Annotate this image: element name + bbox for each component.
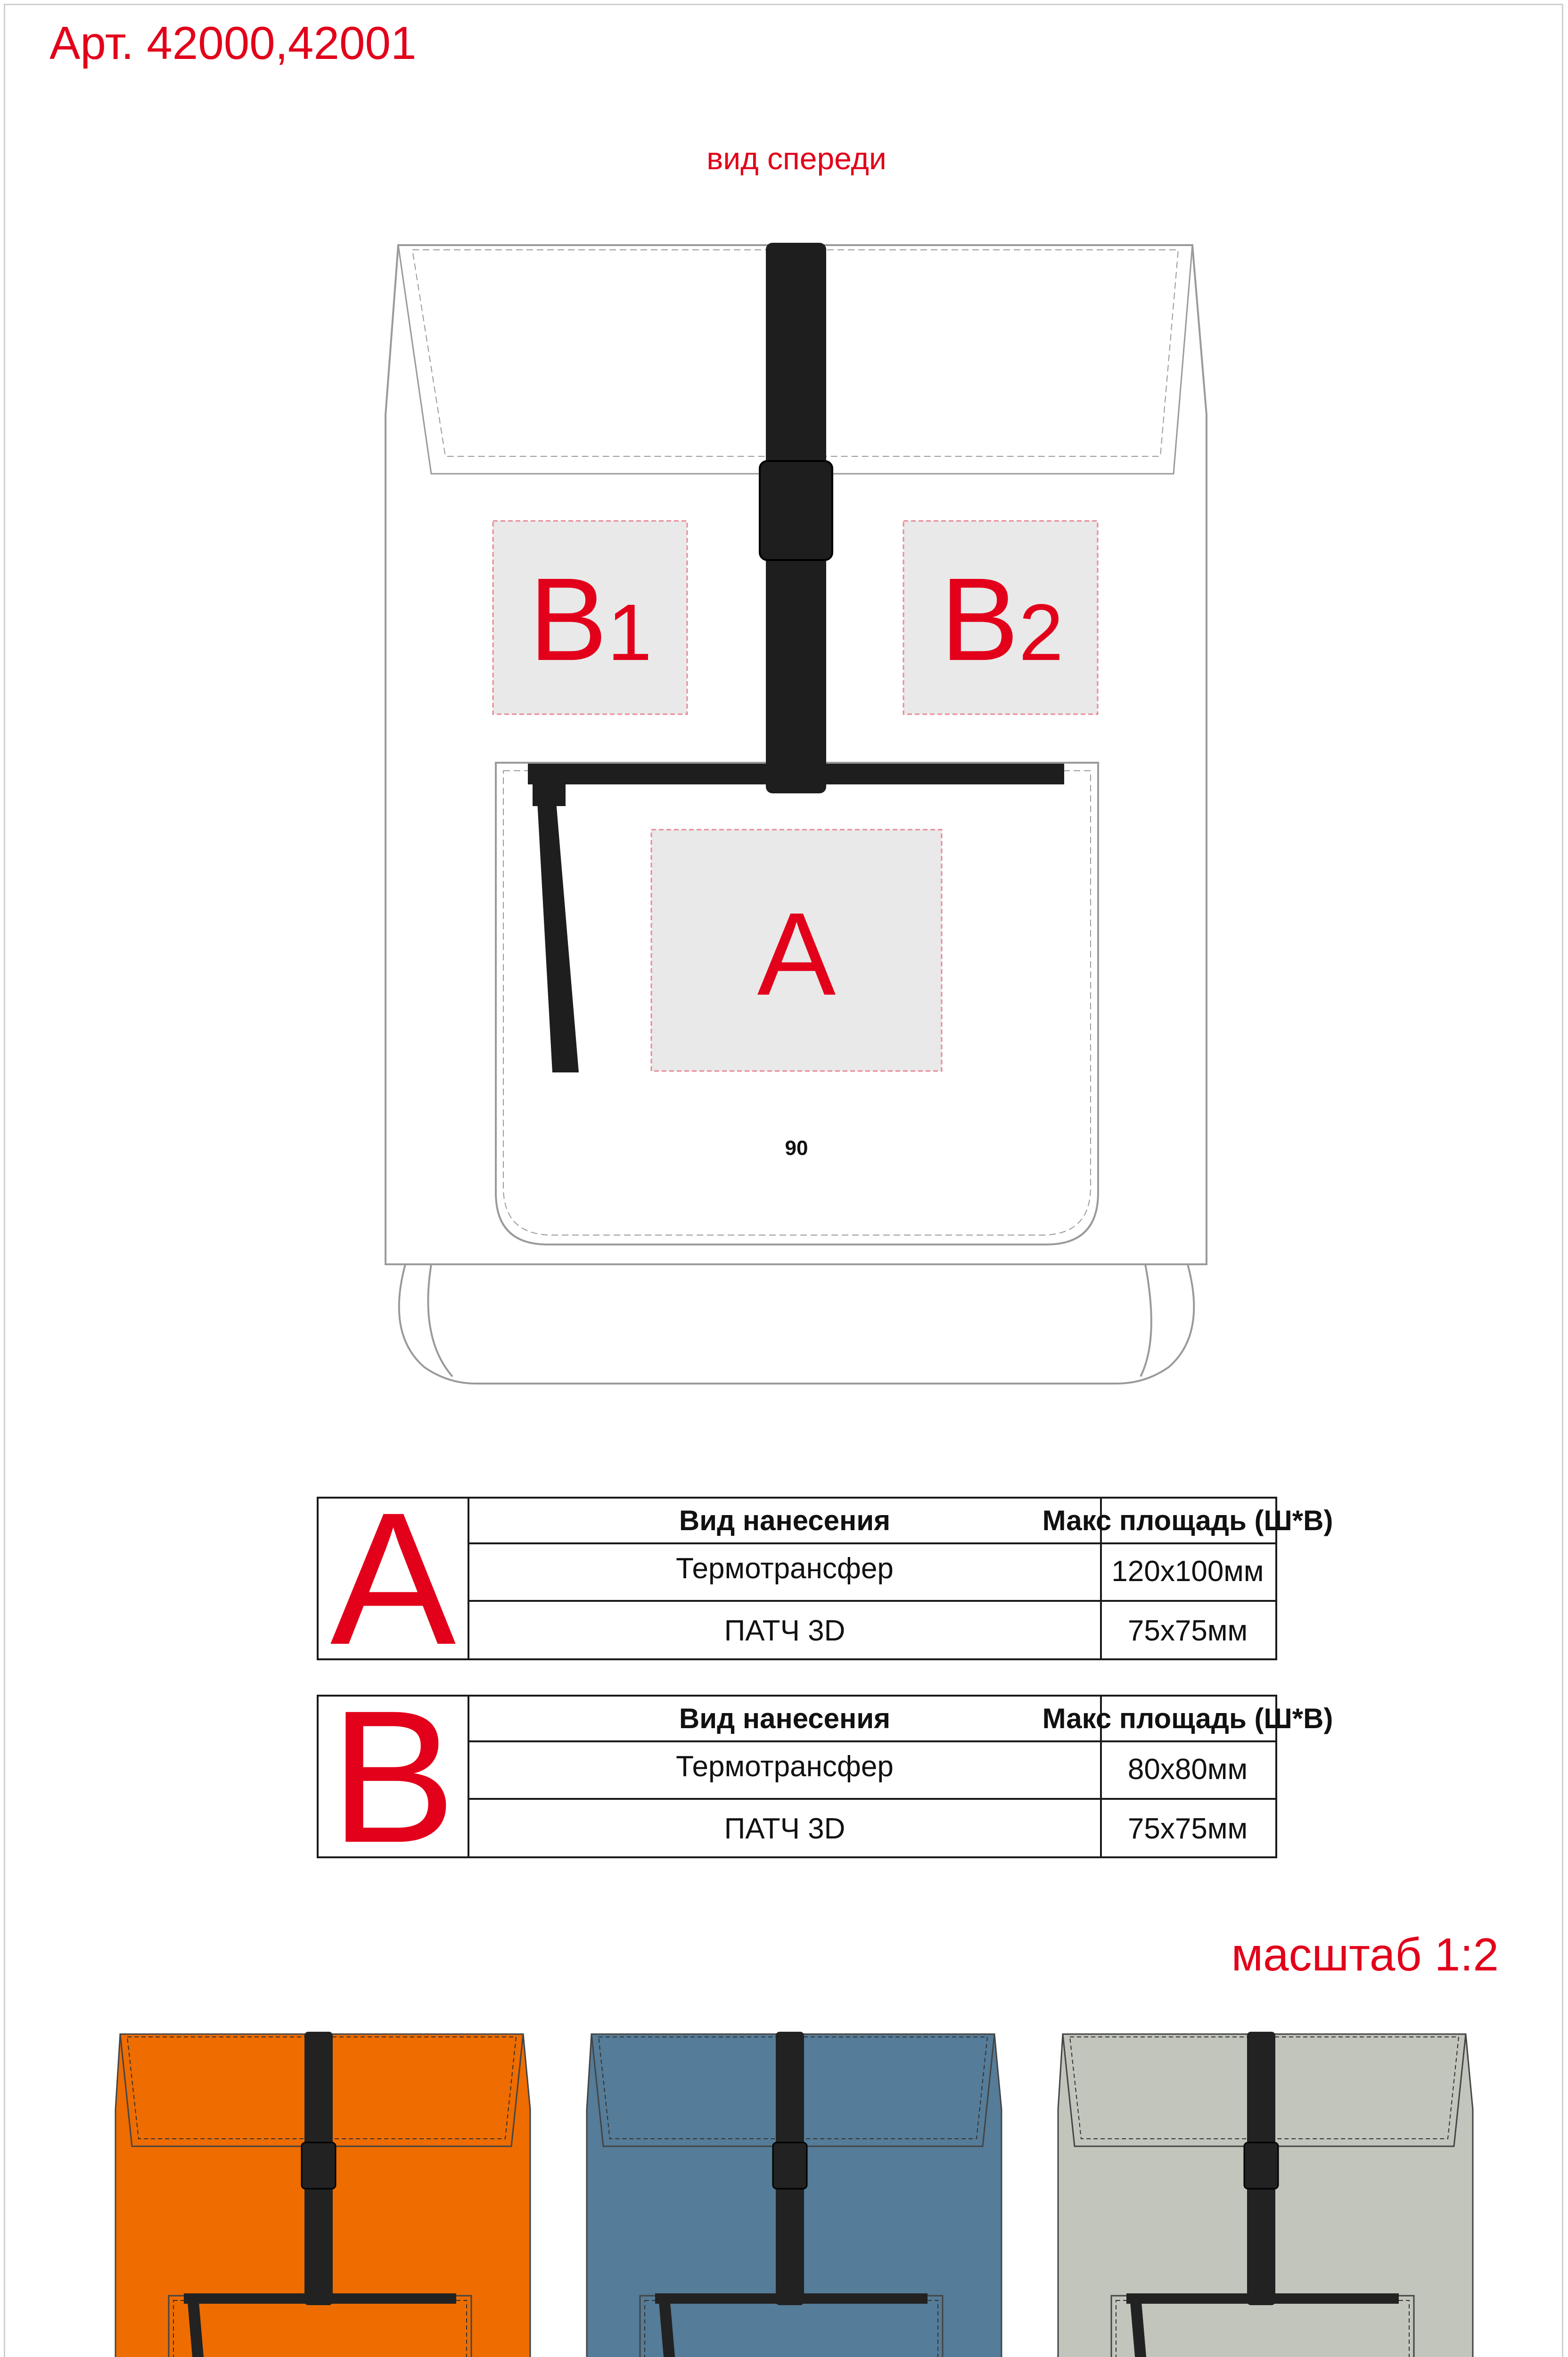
left-shoulder-strap [428,1264,452,1376]
spec-a-row1-area: 120х100мм [1111,1555,1264,1588]
zone-b2-letter: B2 [940,553,1064,685]
zone-a-letter: A [757,888,836,1020]
spec-b-header-method: Вид нанесения [679,1703,891,1734]
variant-horizontal-strap [655,2293,928,2304]
variant-buckle [773,2143,807,2189]
variant-horizontal-strap [1126,2293,1399,2304]
variant-horizontal-strap [184,2293,456,2304]
strap-buckle [760,461,832,560]
spec-table-a-letter: A [319,1499,469,1658]
zone-b1-letter: B1 [529,553,652,685]
view-label: вид спереди [706,141,887,176]
bottom-outline [399,1264,1194,1384]
variant-buckle [302,2143,336,2189]
spec-table-a [317,1473,1333,1684]
spec-table-b-letter: B [319,1697,469,1856]
spec-a-row2-method: ПАТЧ 3D [724,1614,846,1647]
spec-b-row2-area: 75х75мм [1127,1812,1248,1845]
spec-table-b [317,1671,1333,1882]
color-variant-3 [1056,2029,1475,2357]
right-shoulder-strap [1141,1264,1151,1376]
spec-b-row1-method: Термотрансфер [676,1750,894,1783]
variant-buckle [1244,2143,1278,2189]
scale-label: масштаб 1:2 [1231,1928,1499,1980]
article-title: Арт. 42000,42001 [49,17,417,69]
spec-a-header-area: Макс площадь (Ш*В) [1042,1505,1333,1536]
horizontal-strap [528,764,1064,784]
brand-mark: 90 [785,1137,808,1160]
spec-b-row2-method: ПАТЧ 3D [724,1812,846,1845]
spec-b-row1-area: 80х80мм [1127,1753,1248,1786]
spec-b-header-area: Макс площадь (Ш*В) [1042,1703,1333,1734]
color-variant-1 [113,2029,533,2357]
spec-a-row1-method: Термотрансфер [676,1552,894,1585]
spec-a-header-method: Вид нанесения [679,1505,891,1536]
spec-a-row2-area: 75х75мм [1127,1614,1248,1647]
color-variant-2 [584,2029,1004,2357]
